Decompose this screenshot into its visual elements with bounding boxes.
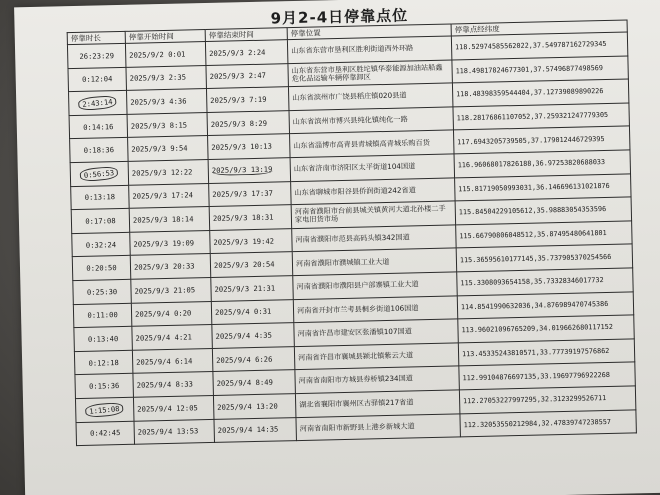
location-cell-text: 河南省濮阳市范县高码头镇342国道 (295, 232, 410, 244)
duration-cell (70, 138, 129, 163)
end-time-cell (210, 252, 293, 277)
end-time-cell-text: 2025/9/4 13:20 (217, 401, 278, 412)
coordinates-cell-text: 117.6943205739505,37.179012446729395 (457, 134, 605, 147)
duration-cell (70, 161, 129, 186)
start-time-cell (131, 277, 212, 302)
coordinates-cell-text: 113.96021096765209,34.019662680117152 (461, 323, 614, 335)
end-time-cell (214, 417, 297, 442)
location-cell-text: 河南省南阳市方城县券桥镇234国道 (298, 373, 414, 386)
start-time-cell (131, 301, 212, 326)
duration-cell (73, 303, 132, 328)
location-cell-text: 山东省淄博市高青县青城镇高青城乐购百货 (293, 137, 430, 150)
coordinates-cell-text: 112.99104876697135,33.19697796922268 (462, 370, 610, 382)
end-time-cell-text: 2025/9/3 8:29 (210, 118, 268, 129)
coordinates-cell-text: 115.81719050993031,36.146696131021876 (458, 181, 610, 194)
end-time-cell (208, 158, 291, 183)
duration-cell (75, 374, 134, 399)
end-time-cell-text: 2025/9/4 4:35 (215, 330, 272, 341)
duration-cell-text: 0:11:00 (87, 310, 118, 321)
duration-cell (69, 91, 128, 116)
start-time-cell-text: 2025/9/3 2:35 (129, 72, 187, 84)
stop-table (67, 19, 637, 446)
location-cell-text: 山东省滨州市广饶县稻庄镇020县道 (292, 90, 407, 103)
end-time-cell (211, 276, 294, 301)
paper-sheet (14, 0, 660, 495)
coordinates-cell-text: 118.49817824677301,37.57496877498569 (455, 63, 604, 76)
start-time-cell-text: 2025/9/4 6:14 (136, 355, 193, 367)
end-time-cell (213, 370, 296, 395)
duration-cell-text: 0:14:16 (83, 121, 114, 132)
location-cell-text: 河南省濮阳市濮阳县户部寨镇工业大道 (296, 279, 419, 292)
end-time-cell-text: 2025/9/4 8:49 (216, 377, 274, 388)
start-time-cell (133, 395, 214, 420)
start-time-cell-text: 2025/9/3 18:14 (132, 214, 194, 225)
duration-cell-text: 1:15:08 (85, 401, 124, 417)
end-time-cell-text: 2025/9/3 10:13 (211, 141, 272, 153)
duration-cell-text: 0:25:30 (86, 286, 118, 297)
coordinates-cell (460, 409, 636, 437)
duration-cell (74, 350, 133, 375)
end-time-cell-text: 2025/9/3 20:54 (213, 259, 275, 271)
start-time-cell-text: 2025/9/2 0:01 (129, 49, 186, 60)
duration-cell (72, 256, 131, 281)
location-cell-text: 山东省东营市垦利区胜利街道西外环路 (291, 43, 414, 56)
start-time-cell (132, 348, 213, 373)
coordinates-cell-text: 114.8541990632036,34.876989470745386 (460, 299, 609, 312)
duration-cell-text: 0:15:36 (88, 381, 120, 391)
duration-cell-text: 0:32:24 (85, 239, 117, 250)
duration-cell (74, 326, 133, 351)
start-time-cell-text: 2025/9/3 17:24 (132, 190, 194, 202)
start-time-cell (126, 65, 207, 90)
end-time-cell (212, 346, 295, 371)
end-time-cell (213, 393, 296, 418)
coordinates-cell-text: 116.96068017826188,36.97253820688033 (457, 158, 606, 170)
duration-cell (68, 67, 127, 92)
start-time-cell (134, 419, 215, 444)
start-time-cell-text: 2025/9/3 20:33 (133, 261, 195, 272)
duration-cell (67, 43, 126, 68)
coordinates-cell-text: 115.3308093654158,35.73328346017732 (460, 276, 604, 288)
coordinates-cell-text: 112.32053550212984,32.47839747238557 (463, 417, 612, 430)
location-cell-text: 河南省开封市兰考县桐乡街道106国道 (296, 302, 419, 315)
duration-cell (73, 279, 132, 304)
duration-cell-text: 0:18:36 (83, 145, 115, 156)
duration-cell-text: 0:12:04 (81, 74, 113, 85)
start-time-cell-text: 2025/9/3 4:36 (130, 96, 187, 107)
end-time-cell (206, 87, 289, 112)
duration-cell-text: 2:43:14 (78, 95, 117, 111)
end-time-cell-text: 2025/9/4 0:31 (214, 306, 272, 318)
duration-cell (71, 185, 130, 210)
location-cell-text: 河南省濮阳市濮城镇工业大道 (295, 256, 390, 268)
start-time-cell-text: 2025/9/3 19:09 (133, 237, 195, 249)
start-time-cell (129, 183, 210, 208)
end-time-cell-text: 2025/9/3 7:19 (210, 94, 267, 105)
duration-cell-text: 0:13:18 (84, 192, 116, 203)
duration-cell-text: 0:17:08 (85, 216, 116, 226)
header-end: 停靠结束时间 (205, 28, 287, 42)
duration-cell-text: 26:23:29 (79, 50, 115, 61)
end-time-cell (207, 110, 290, 135)
duration-cell (75, 397, 134, 422)
duration-cell-text: 0:56:53 (80, 166, 119, 182)
end-time-cell (209, 181, 292, 206)
duration-cell (76, 421, 135, 446)
start-time-cell-text: 2025/9/3 8:15 (130, 120, 188, 131)
coordinates-cell-text: 118.48398359544404,37.12739089890226 (456, 87, 604, 99)
location-cell-text: 河南省许昌市建安区张潘镇107国道 (297, 326, 412, 339)
start-time-cell (130, 230, 211, 255)
end-time-cell-text: 2025/9/3 18:31 (212, 212, 274, 223)
coordinates-cell-text: 112.27053227997295,32.3123299526711 (463, 394, 607, 406)
end-time-cell-text: 2025/9/3 2:24 (209, 47, 266, 58)
duration-cell-text: 0:13:40 (87, 334, 119, 344)
duration-cell (72, 232, 131, 257)
coordinates-cell-text: 115.66790806048512,35.87495480641801 (459, 229, 607, 241)
location-cell (296, 413, 460, 440)
start-time-cell-text: 2025/9/3 12:22 (131, 167, 193, 178)
end-time-cell (212, 323, 295, 348)
coordinates-cell-text: 113.45335243810571,33.77739197576862 (461, 346, 610, 359)
end-time-cell-text: 2025/9/3 13:19 (211, 164, 273, 176)
location-cell-text: 河南省南阳市新野县上港乡新城大道 (299, 421, 415, 433)
duration-cell (69, 114, 128, 139)
end-time-cell-text: 2025/9/3 2:47 (209, 71, 267, 82)
start-time-cell-text: 2025/9/4 0:20 (134, 308, 192, 320)
coordinates-cell-text: 118.52974585562022,37.549787162729345 (455, 40, 607, 52)
start-time-cell (133, 372, 214, 397)
duration-cell-text: 0:20:50 (86, 263, 117, 273)
start-time-cell-text: 2025/9/3 9:54 (131, 143, 188, 154)
coordinates-cell-text: 118.28176861107052,37.259321247779305 (456, 111, 609, 123)
start-time-cell (126, 89, 207, 114)
end-time-cell-text: 2025/9/4 6:26 (216, 354, 273, 365)
start-time-cell (132, 325, 213, 350)
location-cell-text: 河南省濮阳市台前县城关镇黄河大道北孙楼二手家电旧货市场 (294, 203, 446, 225)
start-time-cell (125, 42, 206, 67)
end-time-cell (210, 228, 293, 253)
duration-cell-text: 0:42:45 (90, 428, 121, 439)
start-time-cell (128, 159, 209, 184)
start-time-cell (130, 254, 211, 279)
start-time-cell-text: 2025/9/4 13:53 (137, 426, 199, 437)
header-coordinates: 停靠点经纬度 (451, 20, 627, 36)
duration-cell-text: 0:12:18 (88, 357, 119, 368)
location-cell-text: 山东省聊城市阳谷县侨润街道242省道 (294, 185, 416, 197)
header-location: 停靠位置 (287, 24, 451, 40)
end-time-cell (208, 134, 291, 159)
header-start: 停靠开始时间 (125, 30, 205, 44)
end-time-cell (209, 205, 292, 230)
start-time-cell-text: 2025/9/4 8:33 (136, 379, 194, 390)
location-cell-text: 山东省济南市济阳区太平街道104国道 (293, 161, 416, 174)
page-title: 9月2-4日停靠点位 (270, 6, 409, 28)
end-time-cell (206, 63, 289, 88)
header-duration: 停靠时长 (67, 31, 125, 44)
end-time-cell-text: 2025/9/3 21:31 (214, 283, 276, 294)
location-cell-text: 山东省滨州市博兴县纯化镇纯化一路 (292, 114, 408, 127)
start-time-cell (128, 136, 209, 161)
start-time-cell (127, 112, 208, 137)
location-cell-text: 山东省东营市垦利区胜坨镇华泰能源加油站船鑫危化品运输车辆停靠卸区 (291, 62, 443, 83)
location-cell-text: 河南省许昌市襄城县颍北镇紫云大道 (297, 350, 414, 362)
coordinates-cell-text: 115.84504229105612,35.98883054353596 (458, 205, 607, 217)
start-time-cell-text: 2025/9/4 12:05 (137, 403, 198, 414)
start-time-cell-text: 2025/9/4 4:21 (135, 332, 192, 343)
location-cell-text: 湖北省襄阳市襄州区古驿镇217省道 (299, 397, 414, 410)
end-time-cell-text: 2025/9/3 17:37 (212, 188, 274, 200)
end-time-cell (205, 40, 288, 65)
start-time-cell (129, 207, 210, 232)
end-time-cell (211, 299, 294, 324)
end-time-cell-text: 2025/9/3 19:42 (213, 236, 275, 247)
start-time-cell-text: 2025/9/3 21:05 (134, 285, 196, 296)
duration-cell (71, 208, 130, 233)
coordinates-cell-text: 115.36595610177145,35.737905370254566 (459, 252, 612, 264)
end-time-cell-text: 2025/9/4 14:35 (217, 424, 279, 436)
